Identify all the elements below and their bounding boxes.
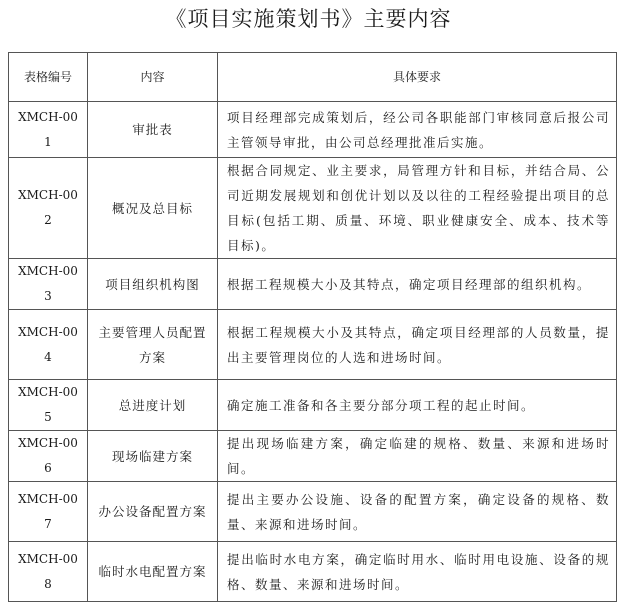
header-code: 表格编号 xyxy=(9,53,88,102)
row-content: 主要管理人员配置方案 xyxy=(88,310,218,380)
row-content: 概况及总目标 xyxy=(88,158,218,259)
table-row xyxy=(9,158,617,259)
row-content: 临时水电配置方案 xyxy=(88,542,218,602)
table-row xyxy=(9,542,617,602)
row-content: 现场临建方案 xyxy=(88,431,218,482)
table-row xyxy=(9,482,617,542)
row-requirement: 提出临时水电方案，确定临时用水、临时用电设施、设备的规格、数量、来源和进场时间。 xyxy=(218,542,617,602)
row-content: 项目组织机构图 xyxy=(88,259,218,310)
row-code: XMCH-008 xyxy=(9,542,88,602)
content-table xyxy=(8,52,617,602)
row-code: XMCH-004 xyxy=(9,310,88,380)
header-requirement: 具体要求 xyxy=(218,53,617,102)
row-content: 办公设备配置方案 xyxy=(88,482,218,542)
document-title: 《项目实施策划书》主要内容 xyxy=(165,7,452,31)
row-requirement: 根据合同规定、业主要求，局管理方针和目标，并结合局、公司近期发展规划和创优计划以及以往的工程经验提出项目的总目标(包括工期、质量、环境、职业健康安全、成本、技术等目标)。 xyxy=(218,158,617,259)
row-requirement: 项目经理部完成策划后，经公司各职能部门审核同意后报公司主管领导审批，由公司总经理批准后实施。 xyxy=(218,102,617,158)
row-code: XMCH-001 xyxy=(9,102,88,158)
row-code: XMCH-007 xyxy=(9,482,88,542)
row-requirement: 确定施工准备和各主要分部分项工程的起止时间。 xyxy=(218,380,617,431)
row-content: 审批表 xyxy=(88,102,218,158)
table-row xyxy=(9,431,617,482)
table-row xyxy=(9,310,617,380)
row-code: XMCH-002 xyxy=(9,158,88,259)
row-requirement: 根据工程规模大小及其特点，确定项目经理部的组织机构。 xyxy=(218,259,617,310)
row-requirement: 根据工程规模大小及其特点，确定项目经理部的人员数量，提出主要管理岗位的人选和进场时间。 xyxy=(218,310,617,380)
row-requirement: 提出主要办公设施、设备的配置方案，确定设备的规格、数量、来源和进场时间。 xyxy=(218,482,617,542)
table-header-row xyxy=(9,53,617,102)
table-row xyxy=(9,259,617,310)
row-content: 总进度计划 xyxy=(88,380,218,431)
row-code: XMCH-006 xyxy=(9,431,88,482)
row-code: XMCH-005 xyxy=(9,380,88,431)
header-content: 内容 xyxy=(88,53,218,102)
table-row xyxy=(9,380,617,431)
row-requirement: 提出现场临建方案，确定临建的规格、数量、来源和进场时间。 xyxy=(218,431,617,482)
table-row xyxy=(9,102,617,158)
row-code: XMCH-003 xyxy=(9,259,88,310)
